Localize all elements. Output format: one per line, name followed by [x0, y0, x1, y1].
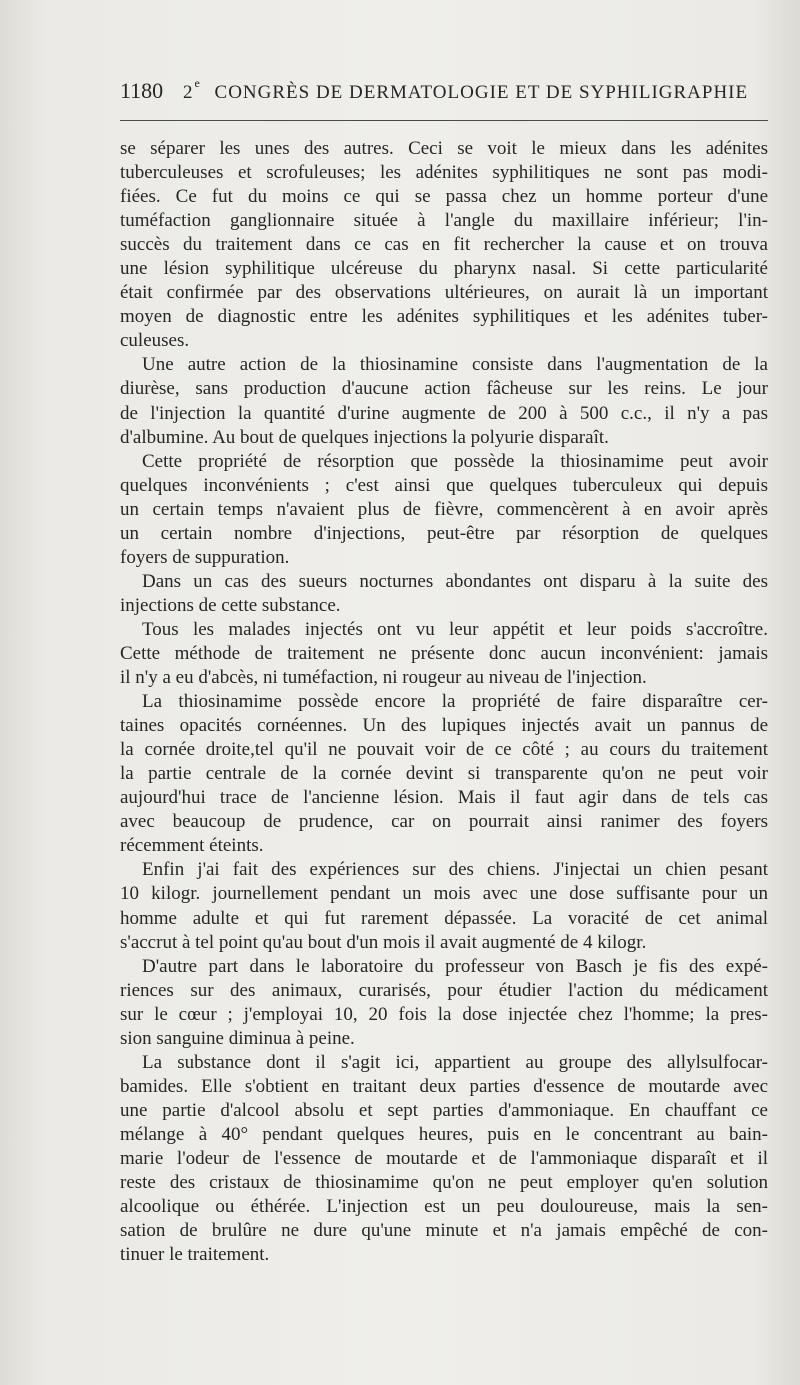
text-line: se séparer les unes des autres. Ceci se voit le mieux dans les adénites [120, 138, 768, 159]
running-header [120, 78, 768, 108]
text-line: la partie centrale de la cornée devint si transparente qu'on ne peut voir [120, 763, 768, 785]
text-line: un certain nombre d'injections, peut-être par résorption de quelques [120, 522, 768, 544]
paragraph [120, 690, 768, 858]
text-line: injections de cette substance. [120, 594, 341, 616]
text-line: taines opacités cornéennes. Un des lupiques injectés avait un pannus de [120, 715, 768, 737]
page-number: 1180 [120, 78, 164, 103]
congress-number-suffix: e [194, 76, 201, 90]
header-rule [120, 120, 768, 121]
text-line: un certain temps n'avaient plus de fièvre, commencèrent à en avoir après [120, 498, 768, 520]
text-line: moyen de diagnostic entre les adénites syphilitiques et les adénites tuber- [120, 306, 768, 328]
text-line: 10 kilogr. journellement pendant un mois avec une dose suffisante pour un [120, 883, 768, 905]
text-line: tuberculeuses et scrofuleuses; les adénites syphilitiques ne sont pas modi- [120, 162, 768, 184]
text-line: Dans un cas des sueurs nocturnes abondantes ont disparu à la suite des [142, 570, 768, 592]
text-line: d'albumine. Au bout de quelques injections la polyurie disparaît. [120, 426, 609, 448]
text-line: culeuses. [120, 330, 190, 352]
paragraph [120, 353, 768, 449]
text-line: reste des cristaux de thiosinamime qu'on ne peut employer qu'en solution [120, 1172, 768, 1194]
text-line: Cette propriété de résorption que possède la thiosinamime peut avoir [142, 450, 768, 472]
text-line: il n'y a eu d'abcès, ni tuméfaction, ni rougeur au niveau de l'injection. [120, 667, 647, 689]
paragraph [120, 858, 768, 954]
text-line: s'accrut à tel point qu'au bout d'un mois il avait augmenté de 4 kilogr. [120, 931, 647, 953]
text-line: Une autre action de la thiosinamine consiste dans l'augmentation de la [142, 354, 768, 376]
text-line: sation de brulûre ne dure qu'une minute et n'a jamais empêché de con- [120, 1220, 768, 1242]
paragraph [120, 955, 768, 1051]
text-line: était confirmée par des observations ultérieures, on aurait là un important [120, 282, 768, 304]
text-line: marie l'odeur de l'essence de moutarde et de l'ammoniaque disparaît et il [120, 1147, 768, 1169]
paragraph [120, 618, 768, 690]
text-line: foyers de suppuration. [120, 546, 290, 568]
text-line: sur le cœur ; j'employai 10, 20 fois la dose injectée chez l'homme; la pres- [120, 1003, 768, 1025]
text-line: tuméfaction ganglionnaire située à l'angle du maxillaire inférieur; l'in- [120, 210, 768, 232]
body-text [120, 137, 768, 1267]
header-title: CONGRÈS DE DERMATOLOGIE ET DE SYPHILIGRAPHIE [214, 82, 749, 103]
text-line: mélange à 40° pendant quelques heures, puis en le concentrant au bain- [120, 1123, 768, 1145]
paragraph [120, 137, 768, 353]
text-line: une lésion syphilitique ulcéreuse du pharynx nasal. Si cette particularité [120, 258, 768, 280]
congress-number: 2e [182, 76, 201, 103]
text-line: Enfin j'ai fait des expériences sur des chiens. J'injectai un chien pesant [142, 859, 768, 881]
text-line: La substance dont il s'agit ici, appartient au groupe des allylsulfocar- [142, 1051, 768, 1073]
text-line: homme adulte et qui fut rarement dépassée. La voracité de cet animal [120, 907, 768, 929]
text-line: avec beaucoup de prudence, car on pourrait ainsi ranimer des foyers [120, 811, 768, 833]
text-line: tinuer le traitement. [120, 1244, 270, 1266]
text-line: La thiosinamime possède encore la propriété de faire disparaître cer- [142, 691, 768, 713]
text-line: riences sur des animaux, curarisés, pour étudier l'action du médicament [120, 979, 768, 1001]
text-line: quelques inconvénients ; c'est ainsi que quelques tuberculeux qui depuis [120, 474, 768, 496]
text-line: alcoolique ou éthérée. L'injection est un peu douloureuse, mais la sen- [120, 1196, 768, 1218]
paragraph [120, 1051, 768, 1267]
text-line: bamides. Elle s'obtient en traitant deux parties d'essence de moutarde avec [120, 1075, 768, 1097]
paragraph [120, 450, 768, 570]
text-line: récemment éteints. [120, 835, 264, 857]
text-line: succès du traitement dans ce cas en fit rechercher la cause et on trouva [120, 234, 768, 256]
text-line: une partie d'alcool absolu et sept parties d'ammoniaque. En chauffant ce [120, 1099, 768, 1121]
text-line: D'autre part dans le laboratoire du professeur von Basch je fis des expé- [142, 955, 768, 977]
text-line: fiées. Ce fut du moins ce qui se passa chez un homme porteur d'une [120, 186, 768, 208]
text-line: de l'injection la quantité d'urine augmente de 200 à 500 c.c., il n'y a pas [120, 402, 768, 424]
text-line: Cette méthode de traitement ne présente donc aucun inconvénient: jamais [120, 642, 768, 664]
paragraph [120, 570, 768, 618]
text-line: Tous les malades injectés ont vu leur appétit et leur poids s'accroître. [142, 618, 768, 640]
text-line: aujourd'hui trace de l'ancienne lésion. Mais il faut agir dans de tels cas [120, 787, 768, 809]
text-line: sion sanguine diminua à peine. [120, 1027, 355, 1049]
text-line: diurèse, sans production d'aucune action fâcheuse sur les reins. Le jour [120, 378, 768, 400]
text-line: la cornée droite,tel qu'il ne pouvait voir de ce côté ; au cours du traitement [120, 739, 768, 761]
